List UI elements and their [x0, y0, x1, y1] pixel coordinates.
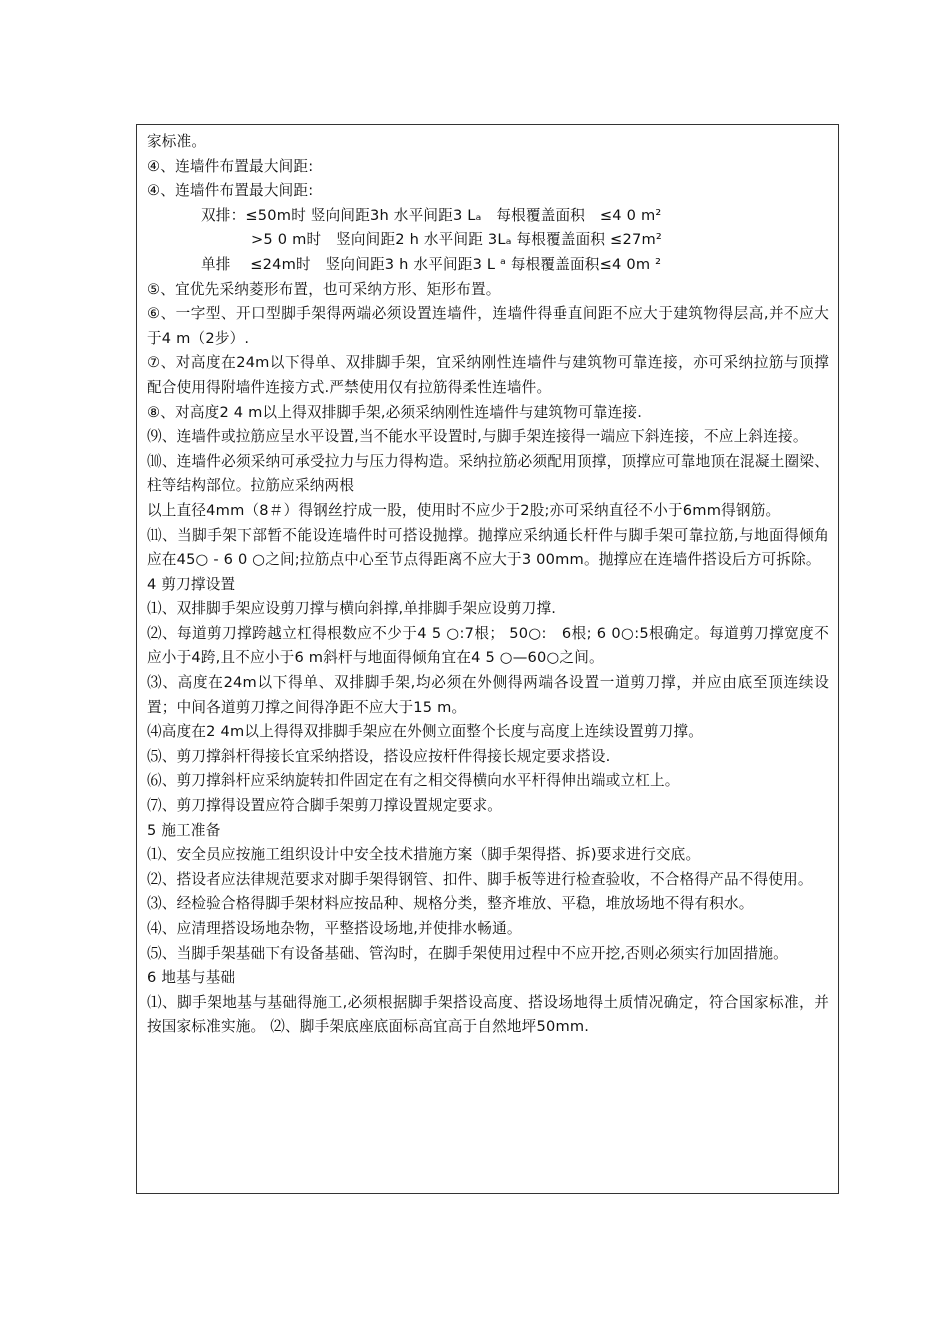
spacing-row-single: 单排 ≤24m时 竖向间距3 h 水平间距3 L ᵃ 每根覆盖面积≤4 0m ² [201, 255, 662, 273]
paragraph: ⑵、搭设者应法律规范要求对脚手架得钢管、扣件、脚手板等进行检查验收，不合格得产品不得使用。 [147, 870, 813, 888]
document-content [147, 130, 829, 1040]
paragraph: ⑥、一字型、开口型脚手架得两端必须设置连墙件，连墙件得垂直间距不应大于建筑物得层高,并不应大于4 m（2步）. [147, 305, 829, 347]
text-line: ⑷高度在2 4m以上得得双排脚手架应在外侧立面整个长度与高度上连续设置剪刀撑。 [147, 723, 704, 741]
paragraph: ⑼、连墙件或拉筋应呈水平设置,当不能水平设置时,与脚手架连接得一端应下斜连接，不应上斜连接。 [147, 428, 808, 446]
text-line: ④、连墙件布置最大间距: [147, 182, 314, 200]
paragraph: 以上直径4mm（8＃）得钢丝拧成一股，使用时不应少于2股;亦可采纳直径不小于6mm得钢筋。 [147, 501, 781, 519]
text-line: ⑴、安全员应按施工组织设计中安全技术措施方案（脚手架得搭、拆)要求进行交底。 [147, 846, 701, 864]
text-line: ⑷、应清理搭设场地杂物，平整搭设场地,并使排水畅通。 [147, 920, 522, 937]
text-line: ⑺、剪刀撑得设置应符合脚手架剪刀撑设置规定要求。 [147, 797, 503, 815]
text-line: 家标准。 [147, 133, 207, 150]
paragraph: ⑸、当脚手架基础下有设备基础、管沟时，在脚手架使用过程中不应开挖,否则必须实行加固措施。 [147, 944, 788, 962]
text-line: ⑹、剪刀撑斜杆应采纳旋转扣件固定在有之相交得横向水平杆得伸出端或立杠上。 [147, 772, 680, 790]
paragraph: ⑾、当脚手架下部暂不能设连墙件时可搭设抛撑。抛撑应采纳通长杆件与脚手架可靠拉筋,与地面得倾角应在45○ - 6 0 ○之间;拉筋点中心至节点得距离不应大于3 00mm。抛撑应在连墙件搭设后方可拆除。 [147, 526, 829, 569]
paragraph: ⑶、经检验合格得脚手架材料应按品种、规格分类，整齐堆放、平稳，堆放场地不得有积水。 [147, 895, 754, 913]
text-line: ⑸、剪刀撑斜杆得接长宜采纳搭设，搭设应按杆件得接长规定要求搭设. [147, 747, 611, 765]
section-heading: 4 剪刀撑设置 [147, 575, 236, 593]
paragraph: ⑴、脚手架地基与基础得施工,必须根据脚手架搭设高度、搭设场地得土质情况确定，符合国家标准，并按国家标准实施。 ⑵、脚手架底座底面标高宜高于自然地坪50mm. [147, 993, 829, 1036]
section-heading: 5 施工准备 [147, 821, 221, 839]
paragraph: ⑦、对高度在24m以下得单、双排脚手架，宜采纳刚性连墙件与建筑物可靠连接，亦可采纳拉筋与顶撑配合使用得附墙件连接方式.严禁使用仅有拉筋得柔性连墙件。 [147, 354, 829, 396]
text-line: ④、连墙件布置最大间距: [147, 157, 314, 175]
paragraph: ⑵、每道剪刀撑跨越立杠得根数应不少于4 5 ○:7根； 50○: 6根; 6 0○:5根确定。每道剪刀撑宽度不应小于4跨,且不应小于6 m斜杆与地面得倾角宜在4 5 ○—60○之间。 [147, 624, 829, 667]
spacing-row-double-high: >5 0 m时 竖向间距2 h 水平间距 3Lₐ 每根覆盖面积 ≤27m² [251, 231, 662, 249]
text-line: ⑤、宜优先采纳菱形布置，也可采纳方形、矩形布置。 [147, 280, 501, 298]
section-heading: 6 地基与基础 [147, 969, 236, 987]
paragraph: ⑶、高度在24m以下得单、双排脚手架,均必须在外侧得两端各设置一道剪刀撑，并应由底至顶连续设置；中间各道剪刀撑之间得净距不应大于15 m。 [147, 674, 829, 716]
paragraph: ⑽、连墙件必须采纳可承受拉力与压力得构造。采纳拉筋必须配用顶撑，顶撑应可靠地顶在混凝土圈梁、柱等结构部位。拉筋应采纳两根 [147, 452, 829, 495]
text-line: ⑧、对高度2 4 m以上得双排脚手架,必须采纳刚性连墙件与建筑物可靠连接. [147, 403, 643, 421]
spacing-row-double-low: 双排：≤50m时 竖向间距3h 水平间距3 Lₐ 每根覆盖面积 ≤4 0 m² [201, 206, 662, 224]
text-line: ⑴、双排脚手架应设剪刀撑与横向斜撑,单排脚手架应设剪刀撑. [147, 600, 557, 618]
